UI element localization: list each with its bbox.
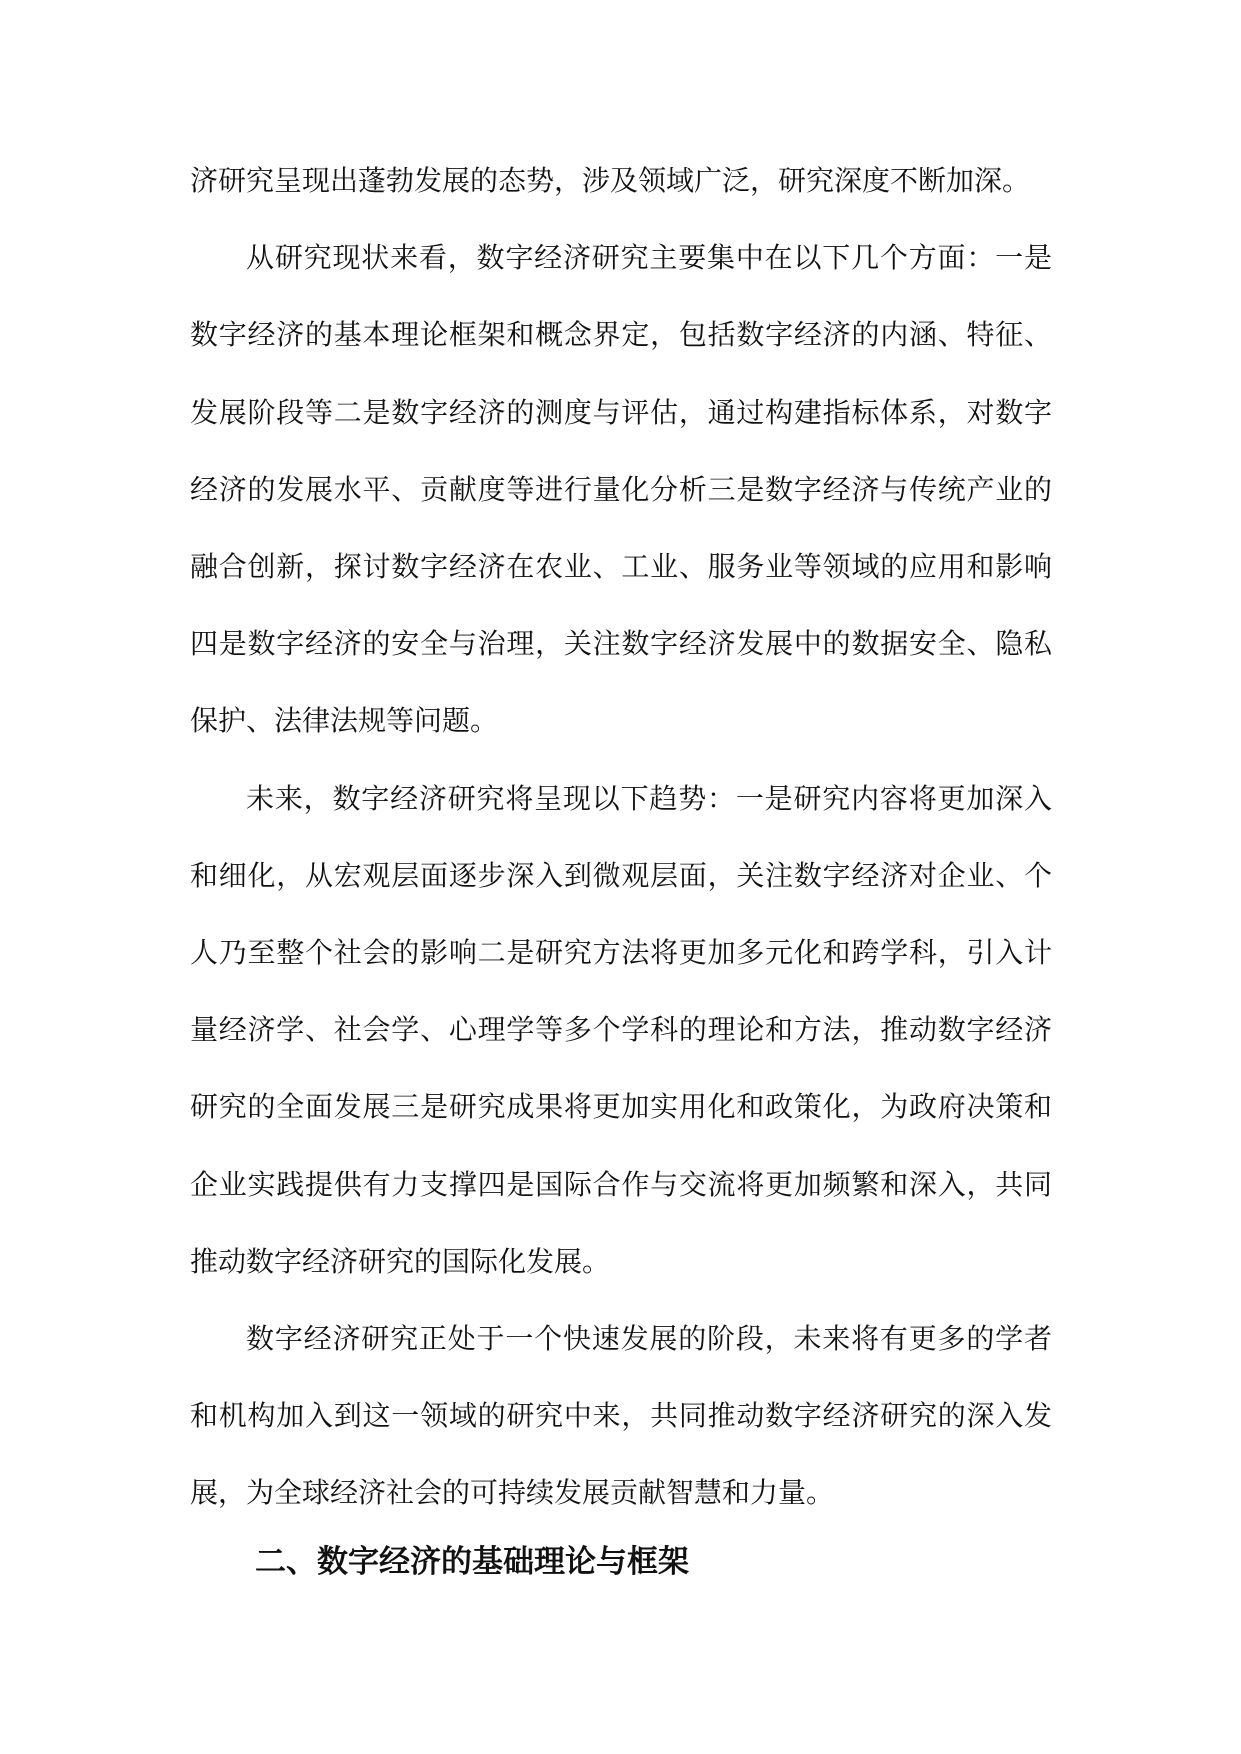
body-text — [190, 142, 1052, 1532]
paragraph-conclusion: 数字经济研究正处于一个快速发展的阶段，未来将有更多的学者和机构加入到这一领域的研究中来，共同推动数字经济研究的深入发展，为全球经济社会的可持续发展贡献智慧和力量。 — [190, 1322, 1052, 1510]
paragraph-research-status: 从研究现状来看，数字经济研究主要集中在以下几个方面：一是数字经济的基本理论框架和概念界定，包括数字经济的内涵、特征、发展阶段等二是数字经济的测度与评估，通过构建指标体系，对数字经济的发展水平、贡献度等进行量化分析三是数字经济与传统产业的融合创新，探讨数字经济在农业、工业、服务业等领域的应用和影响四是数字经济的安全与治理，关注数字经济发展中的数据安全、隐私保护、法律法规等问题。 — [190, 241, 1052, 738]
paragraph-continuation: 济研究呈现出蓬勃发展的态势，涉及领域广泛，研究深度不断加深。 — [190, 164, 1031, 197]
section-heading: 二、数字经济的基础理论与框架 — [255, 1544, 689, 1580]
paragraph-future-trends: 未来，数字经济研究将呈现以下趋势：一是研究内容将更加深入和细化，从宏观层面逐步深入到微观层面，关注数字经济对企业、个人乃至整个社会的影响二是研究方法将更加多元化和跨学科，引入计量经济学、社会学、心理学等多个学科的理论和方法，推动数字经济研究的全面发展三是研究成果将更加实用化和政策化，为政府决策和企业实践提供有力支撑四是国际合作与交流将更加频繁和深入，共同推动数字经济研究的国际化发展。 — [190, 781, 1052, 1278]
